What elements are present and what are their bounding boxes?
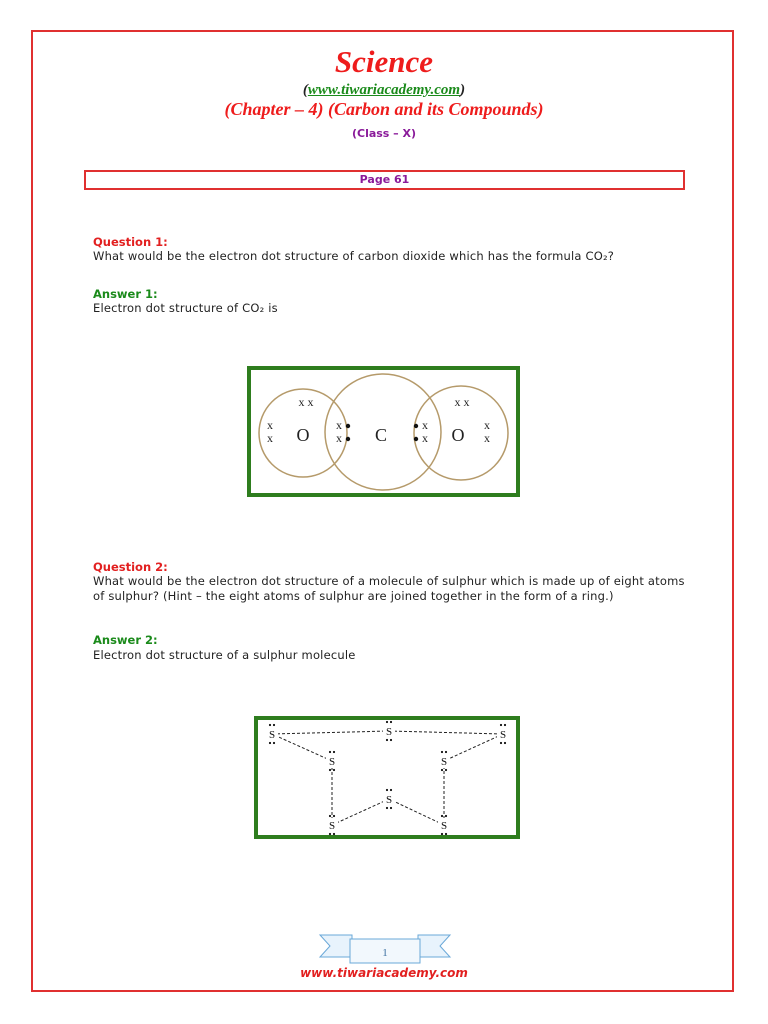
lone-pair-dot [445, 769, 447, 771]
website-close-paren: ) [460, 82, 466, 98]
ribbon-left-tail [320, 935, 352, 957]
lone-pair-dot [386, 739, 388, 741]
o-right-shared-electron-1: x [422, 418, 428, 432]
s8-ring-structure [258, 720, 516, 835]
website-link[interactable]: www.tiwariacademy.com [307, 82, 461, 98]
sulphur-symbol: S [385, 794, 393, 806]
s-s-bond [389, 731, 503, 734]
lone-pair-dot [445, 751, 447, 753]
footer-page-ribbon [318, 931, 452, 965]
lone-pair-dot [441, 769, 443, 771]
lone-pair-dot [390, 739, 392, 741]
chapter-heading: (Chapter – 4) (Carbon and its Compounds) [224, 99, 544, 119]
lone-pair-dot [441, 815, 443, 817]
o-right-top-electrons: x x [454, 395, 470, 409]
c-left-dot-2 [346, 437, 350, 441]
sulphur-atom [266, 724, 278, 744]
sulphur-symbol: S [328, 756, 336, 768]
sulphur-symbol: S [499, 729, 507, 741]
lone-pair-dot [386, 807, 388, 809]
lone-pair-dot [390, 807, 392, 809]
page-title: Science [334, 44, 434, 79]
lone-pair-dot [269, 724, 271, 726]
co2-dot-structure [251, 370, 516, 493]
o-left-side-electron-1: x [267, 418, 273, 432]
lone-pair-dot [504, 724, 506, 726]
lone-pair-dot [500, 724, 502, 726]
sulphur-symbol: S [440, 820, 448, 832]
c-left-dot-1 [346, 424, 350, 428]
lone-pair-dot [441, 751, 443, 753]
lone-pair-dot [386, 721, 388, 723]
lone-pair-dot [500, 742, 502, 744]
answer-1-label: Answer 1: [93, 287, 158, 301]
lone-pair-dot [333, 815, 335, 817]
question-1-label: Question 1: [93, 235, 168, 249]
lone-pair-dot [504, 742, 506, 744]
o-left-shared-electron-2: x [336, 431, 342, 445]
page-number-box: Page 61 [84, 170, 685, 190]
atom-c: C [374, 425, 388, 445]
lone-pair-dot [333, 769, 335, 771]
lone-pair-dot [333, 833, 335, 835]
sulphur-atom [383, 721, 395, 741]
answer-2-text: Electron dot structure of a sulphur molecule [93, 648, 356, 662]
s8-bonds [272, 731, 503, 825]
c-right-dot-1 [414, 424, 418, 428]
o-left-top-electrons: x x [298, 395, 314, 409]
footer-url[interactable]: www.tiwariacademy.com [300, 966, 468, 980]
lone-pair-dot [273, 742, 275, 744]
s-s-bond [272, 734, 332, 761]
sulphur-atom [383, 789, 395, 809]
o-right-side-electron-1: x [484, 418, 490, 432]
o-right-shared-electron-2: x [422, 431, 428, 445]
sulphur-symbol: S [268, 729, 276, 741]
lone-pair-dot [445, 815, 447, 817]
lone-pair-dot [329, 815, 331, 817]
sulphur-atom [497, 724, 509, 744]
sulphur-symbol: S [440, 756, 448, 768]
s8-atoms [266, 721, 509, 835]
atom-o-left: O [296, 425, 310, 445]
lone-pair-dot [390, 721, 392, 723]
lone-pair-dot [441, 833, 443, 835]
ribbon-right-tail [418, 935, 450, 957]
question-2-label: Question 2: [93, 560, 168, 574]
lone-pair-dot [445, 833, 447, 835]
o-left-side-electron-2: x [267, 431, 273, 445]
website-open-paren: ( [302, 82, 308, 98]
s-s-bond [332, 799, 389, 825]
lone-pair-dot [273, 724, 275, 726]
sulphur-diagram [254, 716, 520, 839]
atom-o-right: O [451, 425, 465, 445]
lone-pair-dot [386, 789, 388, 791]
s-s-bond [272, 731, 389, 734]
sulphur-symbol: S [328, 820, 336, 832]
lone-pair-dot [329, 769, 331, 771]
s-s-bond [389, 799, 444, 825]
s-s-bond [444, 734, 503, 761]
question-2-text: What would be the electron dot structure of a molecule of sulphur which is made up of eight atoms of sulphur? (Hint – the eight atoms of sulphur are joined together in the form of a ring.) [93, 574, 685, 603]
lone-pair-dot [390, 789, 392, 791]
lone-pair-dot [329, 833, 331, 835]
sulphur-symbol: S [385, 726, 393, 738]
class-label: (Class – X) [351, 127, 417, 140]
question-1-text: What would be the electron dot structure of carbon dioxide which has the formula CO₂? [93, 249, 615, 263]
o-left-shared-electron-1: x [336, 418, 342, 432]
lone-pair-dot [269, 742, 271, 744]
answer-2-label: Answer 2: [93, 633, 158, 647]
co2-diagram [247, 366, 520, 497]
o-right-side-electron-2: x [484, 431, 490, 445]
answer-1-text: Electron dot structure of CO₂ is [93, 301, 278, 315]
footer-page-number: 1 [382, 947, 388, 959]
lone-pair-dot [333, 751, 335, 753]
c-right-dot-2 [414, 437, 418, 441]
lone-pair-dot [329, 751, 331, 753]
website-line [0, 82, 768, 99]
